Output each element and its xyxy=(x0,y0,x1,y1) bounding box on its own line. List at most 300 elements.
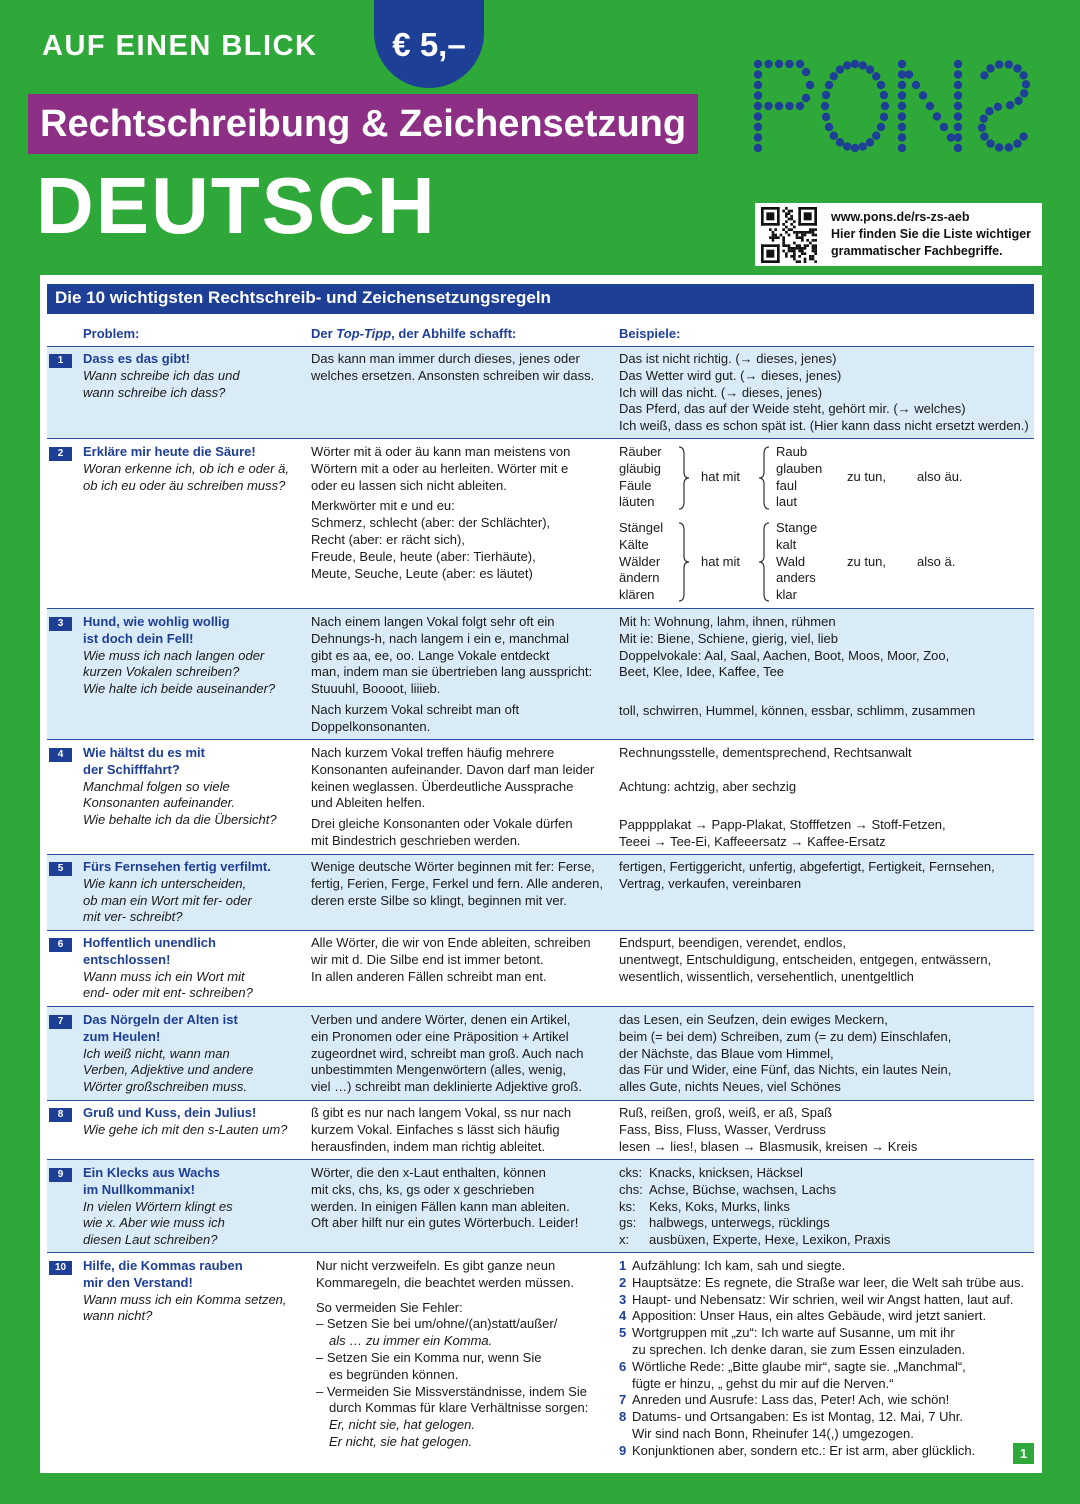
example-line: Achtung: achtzig, aber sechzig xyxy=(619,779,797,794)
logo-dot xyxy=(954,60,962,68)
tip-line: ß gibt es nur nach langem Vokal, ss nur nach xyxy=(311,1105,572,1120)
logo-dot xyxy=(754,123,762,131)
logo-dot xyxy=(877,123,885,131)
word: Kälte xyxy=(619,536,649,552)
example-line: das Für und Wider, eine Fünf, das Nichts, ein lautes Nein, xyxy=(619,1062,952,1078)
example-line: Doppelvokale: Aal, Saal, Aachen, Boot, Moos, Moor, Zoo, xyxy=(619,647,950,663)
tip-line: Stuuuhl, Boooot, liiieb. xyxy=(311,681,441,697)
tip-cell xyxy=(311,444,603,582)
word-group-right-2 xyxy=(776,520,817,604)
logo-dot xyxy=(919,91,927,99)
tip-cell xyxy=(311,1012,603,1096)
tip-line: Nur nicht verzweifeln. Es gibt ganze neun xyxy=(316,1258,556,1273)
logo-dot xyxy=(1013,64,1021,72)
logo-dot xyxy=(1014,97,1022,105)
logo-dot xyxy=(1006,101,1014,109)
tip-cell xyxy=(311,1165,603,1232)
sound-key: chs: xyxy=(619,1181,643,1197)
question-line: ob ich eu oder äu schreiben muss? xyxy=(83,477,286,493)
logo-dot xyxy=(843,61,851,69)
group-result: also ä. xyxy=(917,554,956,569)
tip-line: Konsonanten aufeinander. Davon darf man leider xyxy=(311,761,595,777)
logo-dot xyxy=(898,133,906,141)
tip-cell xyxy=(311,859,603,909)
logo-dot xyxy=(802,94,810,102)
tip-line: wir mit d. Die Silbe end ist immer betont. xyxy=(311,951,544,967)
row-number: 3 xyxy=(49,617,72,631)
tip-line: Schmerz, schlecht (aber: der Schlächter), xyxy=(311,515,551,531)
logo-dot xyxy=(851,60,859,68)
rule-text: Wortgruppen mit „zu“: Ich warte auf Susanne, um mit ihr xyxy=(632,1325,955,1341)
sound-key: gs: xyxy=(619,1215,637,1231)
logo-dot xyxy=(754,91,762,99)
problem-cell xyxy=(83,745,303,829)
qr-line-1: Hier finden Sie die Liste wichtiger xyxy=(831,227,1032,241)
tip-line: Recht (aber: er rächt sich), xyxy=(311,531,465,547)
bullet xyxy=(316,1350,608,1384)
logo-dot xyxy=(980,71,988,79)
tip-line: Verben und andere Wörter, denen ein Artikel, xyxy=(311,1012,571,1027)
question-line: Manchmal folgen so viele xyxy=(83,778,230,794)
example-line: Fass, Biss, Fluss, Wasser, Verdruss xyxy=(619,1121,826,1137)
problem-title: im Nullkommanix! xyxy=(83,1181,195,1197)
example-line: Das Pferd, das auf der Weide steht, gehört mir. (→ welches) xyxy=(619,401,966,417)
logo-dot xyxy=(877,81,885,89)
logo-dot xyxy=(898,123,906,131)
tip-line: Freude, Beule, heute (aber: Tierhäute), xyxy=(311,548,536,564)
question-line: Konsonanten aufeinander. xyxy=(83,795,236,811)
tip-line: ein Pronomen oder eine Präposition + Artikel xyxy=(311,1028,569,1044)
logo-dot xyxy=(825,81,833,89)
question-line: Wie gehe ich mit den s-Lauten um? xyxy=(83,1121,288,1137)
tip-line: Dehnungs-h, nach langem i ein e, manchmal xyxy=(311,630,569,646)
problem-title: Hund, wie wohlig wollig xyxy=(83,614,230,629)
rule-number: 4 xyxy=(619,1308,627,1324)
logo-dot xyxy=(806,81,814,89)
logo-dot xyxy=(978,123,986,131)
column-header-problem: Problem: xyxy=(83,326,140,341)
problem-title: Fürs Fernsehen fertig verfilmt. xyxy=(83,859,271,874)
bullet-line: als … zu immer ein Komma. xyxy=(329,1333,493,1349)
tip-cell xyxy=(311,1105,603,1155)
rule-text: Apposition: Unser Haus, ein altes Gebäude, wird jetzt saniert. xyxy=(632,1308,987,1324)
logo-dot xyxy=(954,102,962,110)
logo-dot xyxy=(754,60,762,68)
tip-line: Nach kurzem Vokal schreibt man oft xyxy=(311,701,520,717)
qr-url[interactable]: www.pons.de/rs-zs-aeb xyxy=(831,210,970,224)
problem-title: ist doch dein Fell! xyxy=(83,630,194,646)
examples-cell xyxy=(619,859,1034,893)
word: Wald xyxy=(776,553,806,569)
tip-cell xyxy=(311,351,603,385)
problem-cell xyxy=(83,1165,303,1249)
example-line: Ich will das nicht. (→ dieses, jenes) xyxy=(619,384,823,400)
example-line: Ich weiß, dass es schon spät ist. (Hier kann dass nicht ersetzt werden.) xyxy=(619,418,1029,434)
problem-title: Hoffentlich unendlich xyxy=(83,935,216,950)
problem-cell xyxy=(83,444,303,494)
column-header-tip: Der Top-Tipp, der Abhilfe schafft: xyxy=(311,326,517,341)
question-line: diesen Laut schreiben? xyxy=(83,1232,218,1248)
question-line: kurzen Vokalen schreiben? xyxy=(83,664,240,680)
row-number: 10 xyxy=(49,1261,72,1275)
rule-number: 3 xyxy=(619,1291,627,1307)
logo-dot xyxy=(796,60,804,68)
comma-rule xyxy=(619,1392,1034,1409)
example-line xyxy=(619,1199,1034,1216)
tip-line: Kommaregeln, die beachtet werden müssen. xyxy=(316,1274,574,1290)
row-number: 4 xyxy=(49,748,72,762)
example-line: wesentlich, wissentlich, versehentlich, unentgeltlich xyxy=(619,968,914,984)
problem-cell xyxy=(83,935,303,1002)
logo-dot xyxy=(1005,143,1013,151)
sound-words: Achse, Büchse, wachsen, Lachs xyxy=(649,1181,837,1197)
examples-cell xyxy=(619,817,1034,851)
example-line xyxy=(619,1215,1034,1232)
logo-dot xyxy=(898,144,906,152)
problem-title: Hilfe, die Kommas rauben xyxy=(83,1258,243,1273)
tip-line: herausfinden, indem man richtig ableitet. xyxy=(311,1138,546,1154)
word: faul xyxy=(776,477,797,493)
rule-number: 5 xyxy=(619,1325,627,1341)
example-line xyxy=(619,1182,1034,1199)
logo-dot xyxy=(775,60,783,68)
question-line: wann nicht? xyxy=(83,1308,153,1324)
sound-words: ausbüxen, Experte, Hexe, Lexikon, Praxis xyxy=(649,1232,891,1248)
example-line: beim (= bei dem) Schreiben, zum (= zu dem) Einschlafen, xyxy=(619,1028,952,1044)
rule-text: Konjunktionen aber, sondern etc.: Er ist arm, aber glücklich. xyxy=(632,1442,976,1458)
example-line: Mit ie: Biene, Schiene, gierig, viel, lieb xyxy=(619,630,838,646)
word: Raub xyxy=(776,444,808,459)
rule-number: 2 xyxy=(619,1274,627,1290)
logo-dot xyxy=(843,142,851,150)
logo-dot xyxy=(866,65,874,73)
logo-dot xyxy=(822,113,830,121)
row-number: 6 xyxy=(49,938,72,952)
example-line: fertigen, Fertiggericht, unfertig, abgefertigt, Fertigkeit, Fernsehen, xyxy=(619,859,995,874)
word: gläubig xyxy=(619,460,661,476)
group-result: also äu. xyxy=(917,469,963,484)
bullet-line: Er nicht, sie hat gelogen. xyxy=(329,1433,473,1449)
tip-line: Das kann man immer durch dieses, jenes oder xyxy=(311,351,580,366)
logo-dot xyxy=(954,81,962,89)
logo-dot xyxy=(872,72,880,80)
subtitle: Rechtschreibung & Zeichensetzung xyxy=(40,103,687,145)
tip-line: fertig, Ferien, Ferge, Ferkel und fern. Alle anderen, xyxy=(311,875,603,891)
tip-line: Wörter, die den x-Laut enthalten, können xyxy=(311,1165,546,1180)
examples-cell xyxy=(619,1165,1034,1249)
logo-dot xyxy=(995,143,1003,151)
comma-rule xyxy=(619,1409,1034,1443)
hat-mit-label: hat mit xyxy=(701,469,741,484)
row-number: 2 xyxy=(49,447,72,461)
problem-title: entschlossen! xyxy=(83,951,171,967)
logo-dot xyxy=(851,144,859,152)
qr-info-box xyxy=(755,203,1042,266)
examples-cell xyxy=(619,1012,1034,1096)
qr-code-icon[interactable] xyxy=(761,207,817,263)
tip-line: kurzem Vokal. Einfaches s lässt sich häufig xyxy=(311,1121,560,1137)
word: laut xyxy=(776,494,797,510)
bullet-line: – Vermeiden Sie Missverständnisse, indem Sie xyxy=(316,1383,587,1399)
rule-text: Anreden und Ausrufe: Lass das, Peter! Ach, wie schön! xyxy=(632,1392,950,1408)
logo-dot xyxy=(898,102,906,110)
examples-cell xyxy=(619,935,1034,985)
brace-icon xyxy=(677,522,691,602)
tip-line: Oft aber hilft nur ein gutes Wörterbuch. Leider! xyxy=(311,1215,579,1231)
problem-cell xyxy=(83,1258,303,1325)
tip-line: zugeordnet wird, schreibt man groß. Auch nach xyxy=(311,1045,584,1061)
tip-line: Nach kurzem Vokal treffen häufig mehrere xyxy=(311,745,555,760)
word: Wälder xyxy=(619,553,661,569)
logo-dot xyxy=(947,133,955,141)
example-line: Das Wetter wird gut. (→ dieses, jenes) xyxy=(619,367,842,383)
logo-dot xyxy=(866,138,874,146)
logo-dot xyxy=(785,102,793,110)
logo-dot xyxy=(830,131,838,139)
logo-dot xyxy=(954,112,962,120)
logo-dot xyxy=(1005,60,1013,68)
question-line: Wann schreibe ich das und xyxy=(83,367,240,383)
tip-line: deren erste Silbe so klingt, beginnen mit ver. xyxy=(311,892,567,908)
example-line: lesen → lies!, blasen → Blasmusik, kreisen → Kreis xyxy=(619,1138,918,1154)
bullet-line: – Setzen Sie ein Komma nur, wenn Sie xyxy=(316,1349,542,1365)
logo-dot xyxy=(954,91,962,99)
logo-dot xyxy=(1019,71,1027,79)
logo-dot xyxy=(880,91,888,99)
question-line: mit ver- schreibt? xyxy=(83,909,183,925)
rule-number: 6 xyxy=(619,1358,627,1374)
logo-dot xyxy=(785,60,793,68)
comma-rule xyxy=(619,1292,1034,1309)
logo-dot xyxy=(940,123,948,131)
word-group-left-2 xyxy=(619,520,663,604)
question-line: Wann muss ich ein Wort mit xyxy=(83,968,245,984)
problem-title: Wie hältst du es mit xyxy=(83,745,205,760)
tip-line: Drei gleiche Konsonanten oder Vokale dürfen xyxy=(311,816,573,832)
question-line: Wie muss ich nach langen oder xyxy=(83,647,265,663)
comma-rule xyxy=(619,1359,1034,1393)
tip-line: Doppelkonsonanten. xyxy=(311,718,431,734)
problem-cell xyxy=(83,1105,303,1139)
question-line: Wörter großschreiben muss. xyxy=(83,1079,247,1095)
question-line: Ich weiß nicht, wann man xyxy=(83,1045,230,1061)
logo-dot xyxy=(980,132,988,140)
logo-dot xyxy=(954,123,962,131)
logo-dot xyxy=(898,91,906,99)
logo-dot xyxy=(802,68,810,76)
comma-rule xyxy=(619,1443,1034,1460)
word: klären xyxy=(619,587,655,603)
brace-icon xyxy=(757,522,771,602)
example-line: der Nächste, das Blaue vom Himmel, xyxy=(619,1045,834,1061)
logo-dot xyxy=(980,114,988,122)
logo-dot xyxy=(1019,132,1027,140)
tip-line: So vermeiden Sie Fehler: xyxy=(316,1299,463,1315)
tip-line: Meute, Seuche, Leute (aber: es läutet) xyxy=(311,565,533,581)
logo-dot xyxy=(775,102,783,110)
example-line: Das ist nicht richtig. (→ dieses, jenes) xyxy=(619,351,837,366)
logo-dot xyxy=(764,60,772,68)
bullet-line: – Setzen Sie bei um/ohne/(an)statt/außer/ xyxy=(316,1316,558,1332)
bullet-line: es begründen können. xyxy=(329,1366,459,1382)
logo-dot xyxy=(986,139,994,147)
word: ändern xyxy=(619,570,660,586)
sound-words: Knacks, knicksen, Häcksel xyxy=(649,1165,803,1180)
rule-text: fügte er hinzu, „ gehst du mir auf die Nerven.“ xyxy=(632,1375,894,1391)
example-line: Rechnungsstelle, dementsprechend, Rechtsanwalt xyxy=(619,745,912,760)
problem-title: der Schifffahrt? xyxy=(83,761,180,777)
tip-line: oder eu lassen sich nicht ableiten. xyxy=(311,477,507,493)
bullet-line: Er, nicht sie, hat gelogen. xyxy=(329,1417,475,1433)
logo-dot xyxy=(880,113,888,121)
logo-dot xyxy=(994,103,1002,111)
logo-dot xyxy=(754,102,762,110)
brace-icon xyxy=(757,446,771,510)
problem-title: zum Heulen! xyxy=(83,1028,161,1044)
logo-dot xyxy=(872,131,880,139)
zu-tun-label: zu tun, xyxy=(847,469,887,484)
example-line xyxy=(619,1232,1034,1249)
logo-dot xyxy=(905,70,913,78)
brace-icon xyxy=(677,446,691,510)
rule-number: 1 xyxy=(619,1258,627,1273)
sound-key: ks: xyxy=(619,1198,636,1214)
rule-text: Datums- und Ortsangaben: Es ist Montag, 12. Mai, 7 Uhr. xyxy=(632,1409,963,1425)
logo-dot xyxy=(859,61,867,69)
logo-dot xyxy=(754,81,762,89)
rule-text: Wir sind nach Bonn, Rheinufer 14(,) umgezogen. xyxy=(632,1425,914,1441)
logo-dot xyxy=(821,102,829,110)
word: klar xyxy=(776,587,797,603)
page-number: 1 xyxy=(1013,1443,1034,1464)
sound-key: cks: xyxy=(619,1165,643,1180)
word-group-right-1 xyxy=(776,444,822,511)
tip-line: und Ableiten helfen. xyxy=(311,795,426,811)
rule-text: Haupt- und Nebensatz: Wir schrien, weil wir Angst hatten, laut auf. xyxy=(632,1291,1014,1307)
tip-line: In allen anderen Fällen schreibt man ent. xyxy=(311,968,547,984)
comma-rule xyxy=(619,1308,1034,1325)
tip-line: Alle Wörter, die wir von Ende ableiten, schreiben xyxy=(311,935,591,950)
problem-title: Dass es das gibt! xyxy=(83,351,190,366)
row-number: 7 xyxy=(49,1015,72,1029)
example-line: Papppplakat → Papp-Plakat, Stofffetzen → Stoff-Fetzen, xyxy=(619,817,946,832)
logo-dot xyxy=(898,112,906,120)
tip-cell xyxy=(311,745,603,850)
tip-cell xyxy=(316,1258,608,1451)
word: glauben xyxy=(776,460,823,476)
tip-line: man, indem man sie übertrieben lang ausspricht: xyxy=(311,664,593,680)
row-number: 9 xyxy=(49,1168,72,1182)
logo-dot xyxy=(933,112,941,120)
word: kalt xyxy=(776,536,797,552)
logo-dot xyxy=(830,72,838,80)
problem-title: mir den Verstand! xyxy=(83,1274,193,1290)
rule-text: zu sprechen. Ich denke daran, sie zum Essen einzuladen. xyxy=(632,1341,966,1357)
examples-cell xyxy=(619,1105,1034,1155)
comma-rules-list xyxy=(619,1258,1034,1460)
problem-cell xyxy=(83,859,303,926)
logo-dot xyxy=(822,91,830,99)
tip-line: welches ersetzen. Ansonsten schreiben wir dass. xyxy=(311,367,595,383)
word: Fäule xyxy=(619,477,652,493)
tip-line: mit Bindestrich geschrieben werden. xyxy=(311,832,521,848)
question-line: Wie halte ich beide auseinander? xyxy=(83,681,276,697)
example-line: Endspurt, beendigen, verendet, endlos, xyxy=(619,935,846,950)
rule-number: 8 xyxy=(619,1409,627,1425)
qr-line-2: grammatischer Fachbegriffe. xyxy=(831,244,1003,258)
tip-line: keinen weglassen. Überdeutliche Aussprache xyxy=(311,778,574,794)
tip-line: unbestimmten Mengenwörtern (alles, wenig, xyxy=(311,1062,567,1078)
example-line: Teeei → Tee-Ei, Kaffeeersatz → Kaffee-Ersatz xyxy=(619,833,886,849)
logo-dot xyxy=(764,102,772,110)
problem-title: Gruß und Kuss, dein Julius! xyxy=(83,1105,257,1120)
sound-words: halbwegs, unterwegs, rücklings xyxy=(649,1215,830,1231)
examples-cell xyxy=(619,614,1034,681)
series-label: AUF EINEN BLICK xyxy=(42,30,318,62)
rule-number: 9 xyxy=(619,1442,627,1458)
example-line: Ruß, reißen, groß, weiß, er aß, Spaß xyxy=(619,1105,833,1120)
tip-line: mit cks, chs, ks, gs oder x geschrieben xyxy=(311,1181,535,1197)
question-line: end- oder mit ent- schreiben? xyxy=(83,985,253,1001)
tip-line: Nach einem langen Vokal folgt sehr oft ein xyxy=(311,614,555,629)
comma-rule xyxy=(619,1275,1034,1292)
bullet xyxy=(316,1316,608,1350)
example-line: Mit h: Wohnung, lahm, ihnen, rühmen xyxy=(619,614,836,629)
question-line: Woran erkenne ich, ob ich e oder ä, xyxy=(83,460,289,476)
logo-dot xyxy=(754,112,762,120)
logo-dot xyxy=(898,60,906,68)
row-number: 1 xyxy=(49,354,72,368)
logo-dot xyxy=(754,70,762,78)
problem-title: Ein Klecks aus Wachs xyxy=(83,1165,220,1180)
tip-line: Wörter mit ä oder äu kann man meistens von xyxy=(311,444,571,459)
zu-tun-label: zu tun, xyxy=(847,554,887,569)
rule-text: Wörtliche Rede: „Bitte glaube mir“, sagte sie. „Manchmal“, xyxy=(632,1358,966,1374)
logo-dot xyxy=(898,81,906,89)
tip-line: Merkwörter mit e und eu: xyxy=(311,498,455,514)
question-line: Verben, Adjektive und andere xyxy=(83,1062,254,1078)
example-line: toll, schwirren, Hummel, können, essbar, schlimm, zusammen xyxy=(619,703,976,718)
logo-dot xyxy=(825,123,833,131)
tip-cell xyxy=(311,935,603,985)
example-line xyxy=(619,1165,1034,1182)
tip-line: gibt es aa, ee, oo. Lange Vokale entdeckt xyxy=(311,647,550,663)
logo-dot xyxy=(926,102,934,110)
pons-logo xyxy=(752,58,1044,154)
logo-dot xyxy=(881,102,889,110)
rule-text: Aufzählung: Ich kam, sah und siegte. xyxy=(632,1258,846,1273)
question-line: Wann muss ich ein Komma setzen, xyxy=(83,1291,287,1307)
logo-dot xyxy=(836,65,844,73)
row-number: 5 xyxy=(49,862,72,876)
hat-mit-label: hat mit xyxy=(701,554,741,569)
bullet-line: durch Kommas für klare Verhältnisse sorgen: xyxy=(329,1400,589,1416)
logo-dot xyxy=(1022,80,1030,88)
problem-cell xyxy=(83,1012,303,1096)
question-line: In vielen Wörtern klingt es xyxy=(83,1198,233,1214)
tip-line: werden. In einigen Fällen kann man ableiten. xyxy=(311,1198,570,1214)
comma-rule xyxy=(619,1258,1034,1275)
tip-line: Wörtern mit a oder au herleiten. Wörter mit e xyxy=(311,460,569,476)
question-line: wie x. Aber wie muss ich xyxy=(83,1215,225,1231)
tip-line: Wenige deutsche Wörter beginnen mit fer: Ferse, xyxy=(311,859,595,874)
example-line: das Lesen, ein Seufzen, dein ewiges Meckern, xyxy=(619,1012,888,1027)
question-line: Wie kann ich unterscheiden, xyxy=(83,875,247,891)
rule-number: 7 xyxy=(619,1392,627,1408)
question-line: ob man ein Wort mit fer- oder xyxy=(83,892,252,908)
example-line: unentwegt, Entschuldigung, entscheiden, entgegen, entwässern, xyxy=(619,951,992,967)
word: anders xyxy=(776,570,816,586)
